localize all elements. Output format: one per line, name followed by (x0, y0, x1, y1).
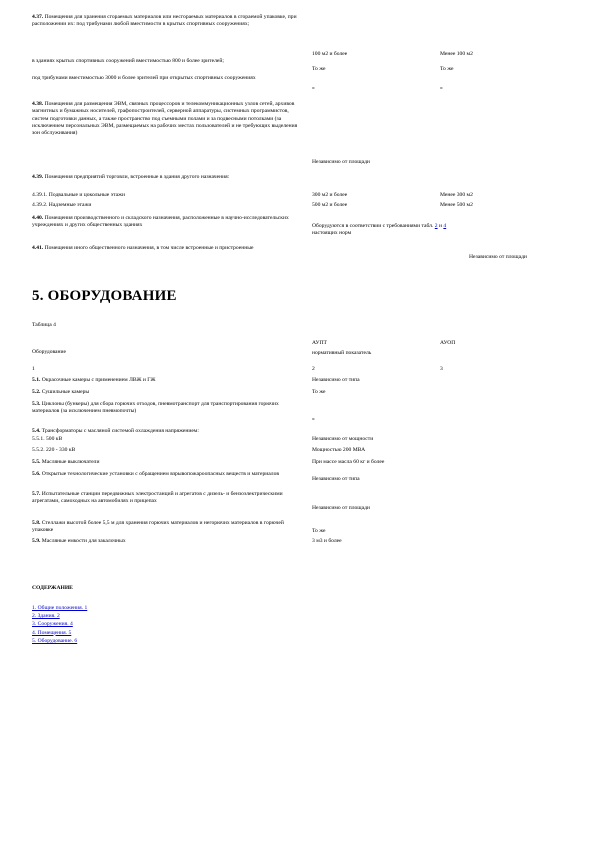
auop-value: » (440, 85, 443, 91)
item-text: под трибунами вместимостью 3000 и более зрителей при открытых спортивных сооружениях (32, 75, 256, 81)
aupt-value: При массе масла 60 кг и более (312, 459, 385, 465)
item-text: Трансформаторы с масляной системой охлаждения напряжением: (40, 428, 199, 434)
item-number: 5.6. (32, 471, 41, 477)
item-text: Циклоны (бункеры) для сбора горючих отходов, пневмотранспорт для транспортирования горючих материалов (за исключением пневмопочты) (32, 401, 279, 415)
toc-link-general[interactable]: 1. Общие положения. 1 (32, 605, 88, 611)
item-text: Помещения для размещения ЭВМ, связных процессоров и телекоммуникационных узлов сетей, архивов магнитных и бумажных носителей, графопостроителей, серверной аппаратуры, системных программистов, систем подготовки данных, а также пространство под съемными полами и за подвесными потолками (за исключением персональных ЭВМ, размещаемых на рабочих местах пользователей и не требующих выделения зон обслуживания) (32, 101, 298, 137)
item-number: 5.8. (32, 520, 41, 526)
item-number: 5.2. (32, 389, 41, 395)
header-normative: нормативный показатель (312, 350, 372, 357)
item-text: Помещения иного общественного назначения, в том числе встроенные и пристроенные (43, 245, 254, 251)
item-text: Масляные емкости для закалочных (40, 538, 126, 544)
item-text: Помещения производственного и складского назначения, расположенные в научно-исследовательских учреждениях и других общественных зданиях (32, 215, 289, 229)
aupt-value: Независимо от типа (312, 377, 360, 383)
premises-table (32, 14, 580, 263)
table-row (32, 401, 580, 428)
item-text: Испытательные станции передвижных электростанций и агрегатов с дизель- и бензоэлектрическими агрегатами, самоходных на автомобилях и прицепах (32, 491, 283, 505)
item-number: 4.40. (32, 215, 44, 221)
section-title: 5. ОБОРУДОВАНИЕ (32, 288, 177, 304)
item-number: 5.4. (32, 428, 41, 434)
item-text: 4.39.2. Надземные этажи (32, 202, 92, 208)
toc-link-equipment[interactable]: 5. Оборудование. 6 (32, 637, 78, 644)
table-row (32, 192, 580, 202)
table-row (32, 491, 580, 520)
table-header (32, 340, 580, 366)
item-number: 5.5. (32, 459, 41, 465)
item-text: Помещения предприятий торговли, встроенные в здания другого назначения: (43, 174, 230, 180)
table-row (32, 520, 580, 538)
item-number: 4.37. (32, 14, 44, 20)
item-text: Сушильные камеры (40, 389, 90, 395)
table-row (32, 215, 580, 245)
table-row (32, 436, 580, 447)
aupt-value: То же (312, 389, 326, 395)
table-row (32, 389, 580, 401)
item-number: 5.9. (32, 538, 41, 544)
table-row (32, 447, 580, 459)
aupt-value: 3 м3 и более (312, 538, 342, 544)
aupt-value: 300 м2 и более (312, 192, 348, 198)
table-row (32, 459, 580, 471)
aupt-value: 100 м2 и более (312, 51, 348, 57)
aupt-value: Независимо от площади (312, 159, 370, 165)
aupt-value: Оборудуются в соответствии с требованиями табл. 2 и 4 настоящих норм (312, 223, 447, 237)
aupt-value: То же (312, 528, 326, 534)
table-row (32, 377, 580, 389)
header-equipment: Оборудование (32, 349, 67, 355)
aupt-value: Независимо от типа (312, 476, 360, 482)
item-text: Окрасочные камеры с применением ЛВЖ и ГЖ (40, 377, 156, 383)
aupt-value: » (312, 416, 315, 422)
aupt-value: 500 м2 и более (312, 202, 348, 208)
item-number: 5.1. (32, 377, 41, 383)
table-4-link[interactable]: 4 (443, 223, 447, 229)
auop-value: Независимо от площади (469, 254, 527, 260)
item-text: Масляные выключатели (40, 459, 100, 465)
aupt-value: Независимо от мощности (312, 436, 374, 442)
table-of-contents (32, 604, 87, 645)
aupt-value: Независимо от площади (312, 505, 370, 511)
table-row (32, 75, 580, 101)
item-number: 4.41. (32, 245, 44, 251)
item-text: 5.5.2. 220 - 330 кВ (32, 447, 76, 453)
item-text: Открытые технологические установки с обращением взрывопожароопасных веществ и материалов (40, 471, 280, 477)
header-aupt: АУПТ (312, 340, 327, 346)
toc-link-buildings[interactable]: 2. Здания. 2 (32, 613, 60, 620)
table-row (32, 174, 580, 192)
item-number: 4.39. (32, 174, 44, 180)
table-row (32, 101, 580, 174)
item-number: 5.3. (32, 401, 41, 407)
auop-value: Менее 100 м2 (440, 51, 473, 57)
column-number: 2 (312, 366, 315, 372)
toc-link-premises[interactable]: 4. Помещения. 5 (32, 629, 72, 636)
item-number: 5.7. (32, 491, 41, 497)
column-number: 3 (440, 366, 443, 372)
item-text: 5.5.1. 500 кВ (32, 436, 63, 442)
table-2-link[interactable]: 2 (434, 223, 438, 229)
toc-title: СОДЕРЖАНИЕ (32, 585, 73, 591)
auop-value: То же (440, 66, 454, 72)
column-numbers (32, 366, 580, 377)
table-caption: Таблица 4 (32, 322, 56, 328)
table-row (32, 428, 580, 436)
header-auop: АУОП (440, 340, 456, 346)
table-row (32, 245, 580, 263)
table-row (32, 14, 580, 58)
table-row (32, 471, 580, 491)
table-row (32, 202, 580, 215)
auop-value: Менее 500 м2 (440, 202, 473, 208)
toc-link-structures[interactable]: 3. Сооружения. 4 (32, 621, 73, 628)
item-text: 4.39.1. Подвальные и цокольные этажи (32, 192, 125, 198)
item-number: 4.38. (32, 101, 44, 107)
table-row (32, 538, 580, 548)
item-text: Помещения для хранения сгораемых материалов или несгораемых материалов в сгораемой упаковке, при расположении их: под трибунами любой вместимости в крытых спортивных сооружениях; (32, 14, 297, 28)
aupt-value: Мощностью 200 МВА (312, 447, 366, 453)
item-text: Стеллажи высотой более 5,5 м для хранения горючих материалов и негорючих материалов в горючей упаковке (32, 520, 284, 534)
item-text: в зданиях крытых спортивных сооружений вместимостью 800 и более зрителей; (32, 58, 224, 64)
column-number: 1 (32, 366, 35, 372)
auop-value: Менее 300 м2 (440, 192, 473, 198)
aupt-value: То же (312, 66, 326, 72)
aupt-value: » (312, 85, 315, 91)
equipment-table (32, 340, 580, 548)
table-row (32, 58, 580, 75)
